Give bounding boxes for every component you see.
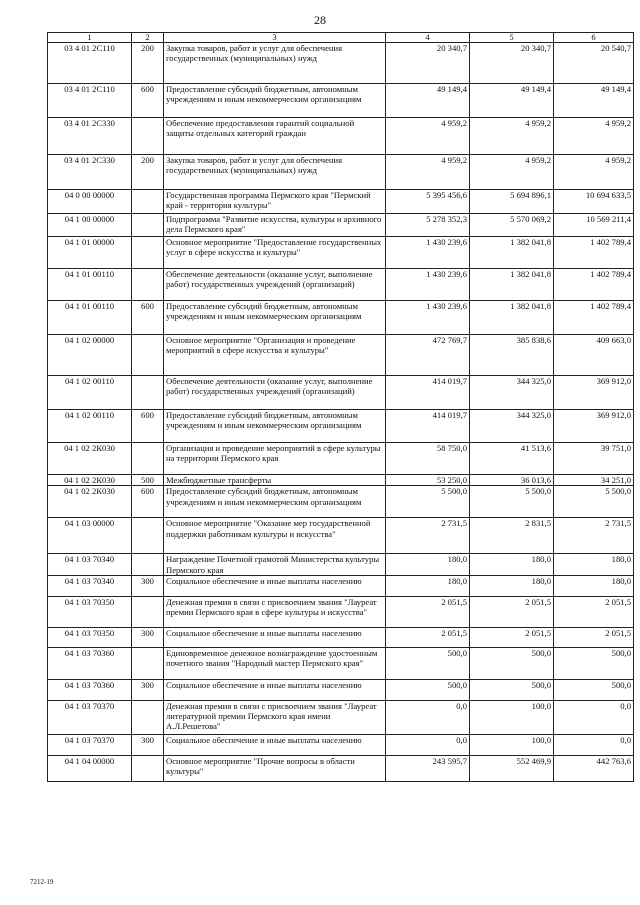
row-value-1: 53 250,0 bbox=[386, 475, 470, 486]
table-row bbox=[48, 301, 634, 335]
row-name: Основное мероприятие "Организация и проведение мероприятий в сфере искусства и культуры" bbox=[164, 335, 386, 376]
row-value-3: 5 500,0 bbox=[554, 486, 634, 518]
row-expense-type bbox=[132, 518, 164, 554]
table-row bbox=[48, 627, 634, 647]
row-name: Обеспечение деятельности (оказание услуг, выполнение работ) государственных учреждений (организаций) bbox=[164, 269, 386, 301]
row-value-2: 49 149,4 bbox=[470, 84, 554, 118]
row-value-3: 1 402 789,4 bbox=[554, 301, 634, 335]
row-value-3: 0,0 bbox=[554, 700, 634, 734]
row-expense-type bbox=[132, 335, 164, 376]
row-value-2: 20 340,7 bbox=[470, 43, 554, 84]
row-value-2: 344 325,0 bbox=[470, 410, 554, 443]
table-row bbox=[48, 269, 634, 301]
table-row bbox=[48, 596, 634, 627]
column-header: 4 bbox=[386, 33, 470, 43]
table-row bbox=[48, 475, 634, 486]
row-name: Социальное обеспечение и иные выплаты населению bbox=[164, 679, 386, 700]
row-value-2: 385 838,6 bbox=[470, 335, 554, 376]
row-code: 04 1 02 2К030 bbox=[48, 475, 132, 486]
row-code: 04 0 00 00000 bbox=[48, 190, 132, 214]
row-value-2: 100,0 bbox=[470, 700, 554, 734]
row-code: 04 1 03 70370 bbox=[48, 700, 132, 734]
row-expense-type bbox=[132, 190, 164, 214]
row-value-1: 5 500,0 bbox=[386, 486, 470, 518]
row-code: 03 4 01 2С110 bbox=[48, 84, 132, 118]
row-value-2: 180,0 bbox=[470, 554, 554, 576]
column-header: 2 bbox=[132, 33, 164, 43]
row-code: 03 4 01 2С330 bbox=[48, 118, 132, 155]
row-value-3: 2 051,5 bbox=[554, 627, 634, 647]
row-value-1: 4 959,2 bbox=[386, 155, 470, 190]
row-value-3: 2 731,5 bbox=[554, 518, 634, 554]
row-value-3: 49 149,4 bbox=[554, 84, 634, 118]
table-row bbox=[48, 647, 634, 679]
row-value-1: 58 750,0 bbox=[386, 443, 470, 475]
row-name: Обеспечение предоставления гарантий социальной защиты отдельных категорий граждан bbox=[164, 118, 386, 155]
row-value-1: 2 051,5 bbox=[386, 596, 470, 627]
row-value-2: 5 570 069,2 bbox=[470, 214, 554, 237]
row-value-2: 2 051,5 bbox=[470, 627, 554, 647]
row-value-1: 500,0 bbox=[386, 647, 470, 679]
row-expense-type: 300 bbox=[132, 734, 164, 755]
row-code: 04 1 01 00110 bbox=[48, 269, 132, 301]
table-row bbox=[48, 43, 634, 84]
row-name: Денежная премия в связи с присвоением звания "Лауреат литературной премии Пермского края имени А.Л.Решетова" bbox=[164, 700, 386, 734]
table-row bbox=[48, 214, 634, 237]
table-row bbox=[48, 486, 634, 518]
row-value-3: 1 402 789,4 bbox=[554, 237, 634, 269]
row-expense-type bbox=[132, 443, 164, 475]
row-code: 04 1 00 00000 bbox=[48, 214, 132, 237]
row-value-3: 369 912,0 bbox=[554, 410, 634, 443]
table-body bbox=[48, 43, 634, 782]
row-expense-type: 300 bbox=[132, 679, 164, 700]
table-header-row bbox=[48, 33, 634, 43]
row-expense-type bbox=[132, 554, 164, 576]
row-value-3: 0,0 bbox=[554, 734, 634, 755]
row-value-1: 243 595,7 bbox=[386, 755, 470, 781]
row-value-3: 369 912,0 bbox=[554, 376, 634, 410]
row-code: 04 1 04 00000 bbox=[48, 755, 132, 781]
row-value-2: 5 500,0 bbox=[470, 486, 554, 518]
row-name: Денежная премия в связи с присвоением звания "Лауреат премии Пермского края в сфере культуры и искусства" bbox=[164, 596, 386, 627]
column-header: 5 bbox=[470, 33, 554, 43]
row-expense-type bbox=[132, 700, 164, 734]
table-row bbox=[48, 755, 634, 781]
row-code: 04 1 03 70350 bbox=[48, 627, 132, 647]
row-value-2: 1 382 041,8 bbox=[470, 301, 554, 335]
table-row bbox=[48, 155, 634, 190]
row-value-2: 4 959,2 bbox=[470, 118, 554, 155]
row-expense-type bbox=[132, 237, 164, 269]
row-value-1: 2 731,5 bbox=[386, 518, 470, 554]
row-value-2: 2 831,5 bbox=[470, 518, 554, 554]
row-name: Предоставление субсидий бюджетным, автономным учреждениям и иным некоммерческим организациям bbox=[164, 84, 386, 118]
table-row bbox=[48, 237, 634, 269]
row-code: 04 1 02 2К030 bbox=[48, 443, 132, 475]
row-value-2: 500,0 bbox=[470, 679, 554, 700]
row-value-1: 180,0 bbox=[386, 554, 470, 576]
row-value-3: 39 751,0 bbox=[554, 443, 634, 475]
row-code: 04 1 03 70340 bbox=[48, 554, 132, 576]
row-value-1: 1 430 239,6 bbox=[386, 269, 470, 301]
row-expense-type: 300 bbox=[132, 627, 164, 647]
row-name: Закупка товаров, работ и услуг для обеспечения государственных (муниципальных) нужд bbox=[164, 43, 386, 84]
row-expense-type: 600 bbox=[132, 84, 164, 118]
row-name: Предоставление субсидий бюджетным, автономным учреждениям и иным некоммерческим организациям bbox=[164, 410, 386, 443]
row-expense-type: 500 bbox=[132, 475, 164, 486]
row-value-3: 442 763,6 bbox=[554, 755, 634, 781]
row-name: Предоставление субсидий бюджетным, автономным учреждениям и иным некоммерческим организациям bbox=[164, 301, 386, 335]
row-value-1: 414 019,7 bbox=[386, 376, 470, 410]
row-value-3: 500,0 bbox=[554, 647, 634, 679]
row-expense-type bbox=[132, 596, 164, 627]
table-row bbox=[48, 554, 634, 576]
row-value-3: 4 959,2 bbox=[554, 118, 634, 155]
row-name: Основное мероприятие "Оказание мер государственной поддержки работникам культуры и искусства" bbox=[164, 518, 386, 554]
row-value-3: 180,0 bbox=[554, 575, 634, 596]
column-header: 3 bbox=[164, 33, 386, 43]
column-header: 1 bbox=[48, 33, 132, 43]
row-value-2: 36 013,6 bbox=[470, 475, 554, 486]
column-header: 6 bbox=[554, 33, 634, 43]
row-expense-type bbox=[132, 214, 164, 237]
row-value-2: 552 469,9 bbox=[470, 755, 554, 781]
table-row bbox=[48, 700, 634, 734]
row-code: 04 1 02 00110 bbox=[48, 376, 132, 410]
row-value-1: 1 430 239,6 bbox=[386, 237, 470, 269]
row-expense-type bbox=[132, 118, 164, 155]
row-value-3: 180,0 bbox=[554, 554, 634, 576]
table-row bbox=[48, 118, 634, 155]
row-value-1: 5 395 456,6 bbox=[386, 190, 470, 214]
row-value-2: 500,0 bbox=[470, 647, 554, 679]
row-value-2: 5 694 896,1 bbox=[470, 190, 554, 214]
row-name: Основное мероприятие "Предоставление государственных услуг в сфере искусства и культуры" bbox=[164, 237, 386, 269]
row-value-2: 1 382 041,8 bbox=[470, 237, 554, 269]
row-value-1: 1 430 239,6 bbox=[386, 301, 470, 335]
row-value-1: 5 278 352,3 bbox=[386, 214, 470, 237]
row-expense-type: 600 bbox=[132, 301, 164, 335]
row-name: Награждение Почетной грамотой Министерства культуры Пермского края bbox=[164, 554, 386, 576]
row-value-3: 500,0 bbox=[554, 679, 634, 700]
row-name: Социальное обеспечение и иные выплаты населению bbox=[164, 575, 386, 596]
row-name: Основное мероприятие "Прочие вопросы в области культуры" bbox=[164, 755, 386, 781]
row-name: Межбюджетные трансферты bbox=[164, 475, 386, 486]
page-number: 28 bbox=[314, 13, 326, 27]
document-code: 7212-19 bbox=[30, 878, 54, 886]
row-name: Предоставление субсидий бюджетным, автономным учреждениям и иным некоммерческим организациям bbox=[164, 486, 386, 518]
row-name: Социальное обеспечение и иные выплаты населению bbox=[164, 734, 386, 755]
row-expense-type: 300 bbox=[132, 575, 164, 596]
table-row bbox=[48, 734, 634, 755]
row-value-2: 100,0 bbox=[470, 734, 554, 755]
row-value-2: 41 513,6 bbox=[470, 443, 554, 475]
row-expense-type: 200 bbox=[132, 155, 164, 190]
row-value-3: 409 663,0 bbox=[554, 335, 634, 376]
row-value-2: 180,0 bbox=[470, 575, 554, 596]
row-value-2: 344 325,0 bbox=[470, 376, 554, 410]
table-row bbox=[48, 410, 634, 443]
table-row bbox=[48, 518, 634, 554]
row-name: Организация и проведение мероприятий в сфере культуры на территории Пермского края bbox=[164, 443, 386, 475]
row-value-3: 4 959,2 bbox=[554, 155, 634, 190]
row-code: 03 4 01 2С110 bbox=[48, 43, 132, 84]
row-value-3: 20 540,7 bbox=[554, 43, 634, 84]
row-expense-type bbox=[132, 755, 164, 781]
row-name: Государственная программа Пермского края "Пермский край - территория культуры" bbox=[164, 190, 386, 214]
table-row bbox=[48, 376, 634, 410]
row-value-1: 0,0 bbox=[386, 734, 470, 755]
budget-table bbox=[47, 32, 634, 782]
row-value-1: 20 340,7 bbox=[386, 43, 470, 84]
row-expense-type: 600 bbox=[132, 486, 164, 518]
row-name: Закупка товаров, работ и услуг для обеспечения государственных (муниципальных) нужд bbox=[164, 155, 386, 190]
row-value-1: 180,0 bbox=[386, 575, 470, 596]
row-code: 04 1 03 70360 bbox=[48, 679, 132, 700]
row-code: 03 4 01 2С330 bbox=[48, 155, 132, 190]
row-code: 04 1 01 00000 bbox=[48, 237, 132, 269]
table-row bbox=[48, 443, 634, 475]
row-expense-type bbox=[132, 647, 164, 679]
row-value-1: 2 051,5 bbox=[386, 627, 470, 647]
row-value-1: 4 959,2 bbox=[386, 118, 470, 155]
row-code: 04 1 03 70340 bbox=[48, 575, 132, 596]
row-name: Подпрограмма "Развитие искусства, культуры и архивного дела Пермского края" bbox=[164, 214, 386, 237]
row-value-2: 4 959,2 bbox=[470, 155, 554, 190]
row-code: 04 1 02 00110 bbox=[48, 410, 132, 443]
row-value-3: 34 251,0 bbox=[554, 475, 634, 486]
row-expense-type: 600 bbox=[132, 410, 164, 443]
row-code: 04 1 02 00000 bbox=[48, 335, 132, 376]
row-expense-type: 200 bbox=[132, 43, 164, 84]
table-row bbox=[48, 190, 634, 214]
row-name: Обеспечение деятельности (оказание услуг, выполнение работ) государственных учреждений (организаций) bbox=[164, 376, 386, 410]
row-name: Единовременное денежное вознаграждение удостоенным почетного звания "Народный мастер Пермского края" bbox=[164, 647, 386, 679]
row-value-1: 414 019,7 bbox=[386, 410, 470, 443]
row-name: Социальное обеспечение и иные выплаты населению bbox=[164, 627, 386, 647]
row-code: 04 1 03 70350 bbox=[48, 596, 132, 627]
table-row bbox=[48, 84, 634, 118]
row-code: 04 1 03 70360 bbox=[48, 647, 132, 679]
row-expense-type bbox=[132, 269, 164, 301]
row-value-1: 500,0 bbox=[386, 679, 470, 700]
table-row bbox=[48, 575, 634, 596]
row-value-1: 0,0 bbox=[386, 700, 470, 734]
row-value-3: 10 569 211,4 bbox=[554, 214, 634, 237]
row-value-2: 2 051,5 bbox=[470, 596, 554, 627]
row-code: 04 1 01 00110 bbox=[48, 301, 132, 335]
row-value-3: 2 051,5 bbox=[554, 596, 634, 627]
row-value-3: 10 694 633,5 bbox=[554, 190, 634, 214]
row-value-1: 49 149,4 bbox=[386, 84, 470, 118]
row-value-2: 1 382 041,8 bbox=[470, 269, 554, 301]
table-row bbox=[48, 335, 634, 376]
row-expense-type bbox=[132, 376, 164, 410]
row-code: 04 1 03 70370 bbox=[48, 734, 132, 755]
row-code: 04 1 03 00000 bbox=[48, 518, 132, 554]
row-code: 04 1 02 2К030 bbox=[48, 486, 132, 518]
table-row bbox=[48, 679, 634, 700]
row-value-3: 1 402 789,4 bbox=[554, 269, 634, 301]
row-value-1: 472 769,7 bbox=[386, 335, 470, 376]
